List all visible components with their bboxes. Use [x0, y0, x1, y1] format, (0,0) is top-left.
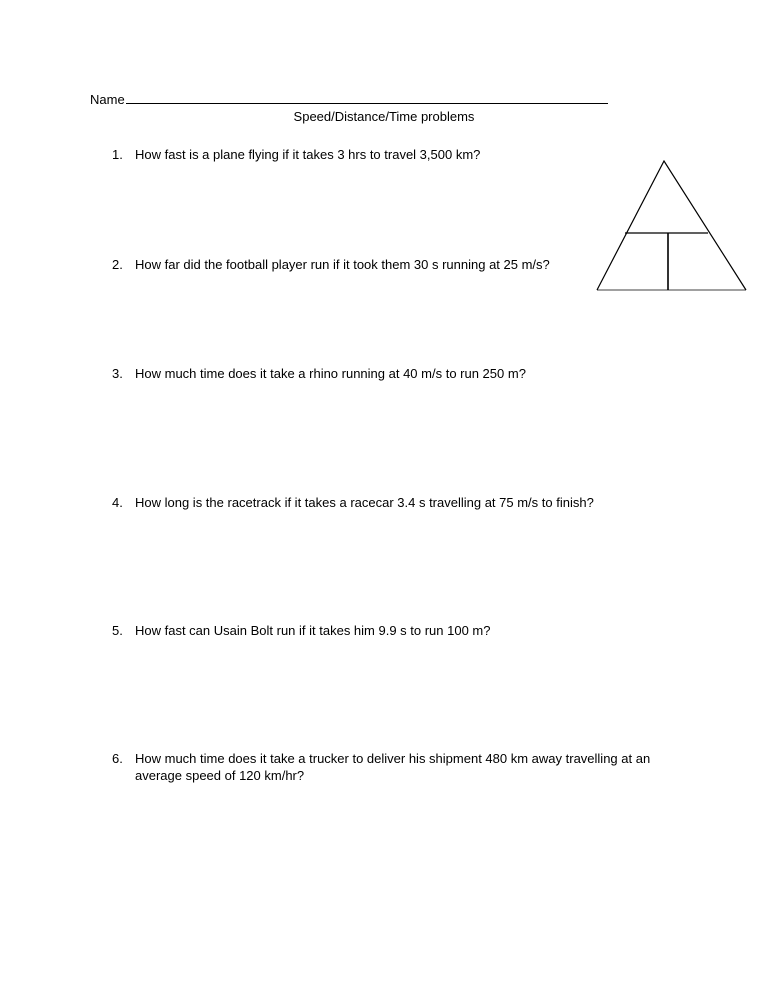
- question-5: [112, 622, 672, 639]
- name-label: Name: [90, 92, 125, 107]
- question-number: 3.: [112, 366, 123, 381]
- question-4: [112, 494, 672, 511]
- question-text: How fast is a plane flying if it takes 3 hrs to travel 3,500 km?: [135, 147, 481, 162]
- speed-distance-time-triangle-icon: [595, 160, 747, 291]
- triangle-outline: [597, 161, 746, 290]
- question-number: 4.: [112, 495, 123, 510]
- question-number: 5.: [112, 623, 123, 638]
- triangle-lines: [597, 161, 746, 290]
- page-title: Speed/Distance/Time problems: [293, 109, 475, 124]
- question-2: [112, 256, 672, 273]
- question-text: How much time does it take a trucker to deliver his shipment 480 km away travelling at an average speed of 120 km/hr?: [135, 751, 651, 783]
- question-text: How fast can Usain Bolt run if it takes him 9.9 s to run 100 m?: [135, 623, 491, 638]
- question-text: How long is the racetrack if it takes a racecar 3.4 s travelling at 75 m/s to finish?: [135, 495, 594, 510]
- question-3: [112, 365, 672, 382]
- question-number: 6.: [112, 751, 123, 766]
- question-number: 1.: [112, 147, 123, 162]
- question-text: How far did the football player run if it took them 30 s running at 25 m/s?: [135, 257, 550, 272]
- question-6: [112, 750, 672, 784]
- question-number: 2.: [112, 257, 123, 272]
- question-text: How much time does it take a rhino running at 40 m/s to run 250 m?: [135, 366, 526, 381]
- question-1: [112, 146, 672, 163]
- name-field[interactable]: [90, 89, 608, 108]
- name-blank-line[interactable]: [126, 89, 608, 104]
